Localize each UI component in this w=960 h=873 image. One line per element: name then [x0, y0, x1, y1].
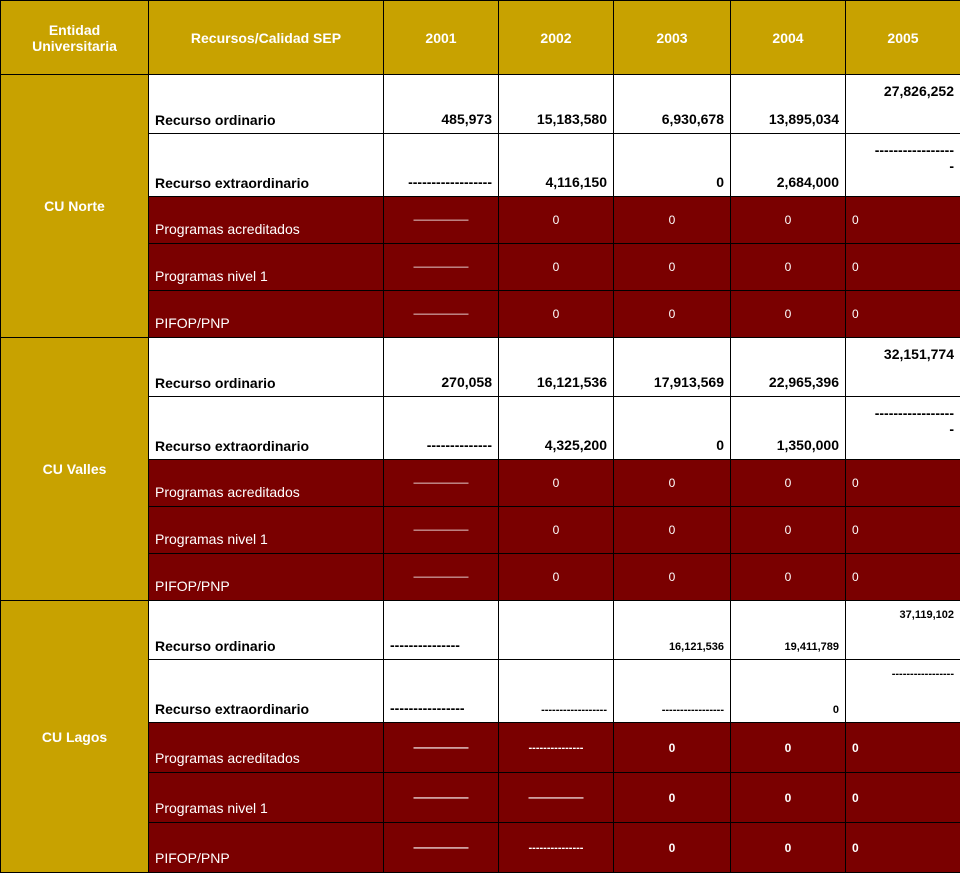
cell-2004: 0: [731, 554, 846, 601]
cell-2003: 0: [614, 773, 731, 823]
cell-2005: 37,119,102: [846, 601, 960, 660]
entity-cu-lagos: CU Lagos: [1, 601, 149, 873]
cell-2004: 2,684,000: [731, 134, 846, 197]
cell-2005: 0: [846, 554, 960, 601]
cell-2005: ----------------- -: [846, 397, 960, 460]
cell-2003: 0: [614, 291, 731, 338]
cell-2002: 0: [499, 197, 614, 244]
header-2001: 2001: [384, 1, 499, 75]
cell-2004: 0: [731, 460, 846, 507]
cell-2002: 16,121,536: [499, 338, 614, 397]
header-entity: Entidad Universitaria: [1, 1, 149, 75]
header-2004: 2004: [731, 1, 846, 75]
cell-2001: —————: [384, 197, 499, 244]
row-label: Programas nivel 1: [149, 244, 384, 291]
row-label: Programas acreditados: [149, 723, 384, 773]
header-resources: Recursos/Calidad SEP: [149, 1, 384, 75]
cell-2004: 0: [731, 823, 846, 873]
cell-2001: ------------------: [384, 134, 499, 197]
cell-2005: 0: [846, 244, 960, 291]
cell-2005: 0: [846, 460, 960, 507]
cell-2001: 270,058: [384, 338, 499, 397]
row-label: PIFOP/PNP: [149, 554, 384, 601]
row-label: Programas acreditados: [149, 197, 384, 244]
cell-2001: —————: [384, 823, 499, 873]
cell-2001: —————: [384, 723, 499, 773]
cell-2002: [499, 601, 614, 660]
cell-2005: ----------------- -: [846, 134, 960, 197]
cell-2001: ----------------: [384, 660, 499, 723]
cell-2004: 0: [731, 197, 846, 244]
cell-2001: ---------------: [384, 601, 499, 660]
cell-2003: 0: [614, 507, 731, 554]
cell-2001: —————: [384, 291, 499, 338]
cell-2003: 17,913,569: [614, 338, 731, 397]
cell-2005: 0: [846, 291, 960, 338]
cell-2002: 4,325,200: [499, 397, 614, 460]
cell-2003: 0: [614, 554, 731, 601]
cell-2001: —————: [384, 773, 499, 823]
cell-2004: 0: [731, 244, 846, 291]
row-label: Recurso extraordinario: [149, 660, 384, 723]
cell-2002: 0: [499, 507, 614, 554]
cell-2004: 0: [731, 773, 846, 823]
row-label: Recurso extraordinario: [149, 134, 384, 197]
cell-2003: 0: [614, 197, 731, 244]
cell-2005: -----------------: [846, 660, 960, 723]
cell-2003: -----------------: [614, 660, 731, 723]
header-2002: 2002: [499, 1, 614, 75]
cell-2005: 0: [846, 507, 960, 554]
row-label: Programas acreditados: [149, 460, 384, 507]
table-row: [1, 338, 960, 397]
cell-2004: 13,895,034: [731, 75, 846, 134]
cell-2003: 0: [614, 460, 731, 507]
cell-2004: 1,350,000: [731, 397, 846, 460]
cell-2004: 0: [731, 291, 846, 338]
row-label: Programas nivel 1: [149, 773, 384, 823]
cell-2001: --------------: [384, 397, 499, 460]
cell-2001: —————: [384, 507, 499, 554]
cell-2002: 0: [499, 291, 614, 338]
cell-2002: 0: [499, 460, 614, 507]
cell-2002: 15,183,580: [499, 75, 614, 134]
cell-2004: 22,965,396: [731, 338, 846, 397]
cell-2002: ------------------: [499, 660, 614, 723]
cell-2005: 0: [846, 723, 960, 773]
cell-2005: 0: [846, 823, 960, 873]
row-label: PIFOP/PNP: [149, 823, 384, 873]
cell-2005: 0: [846, 197, 960, 244]
header-2005: 2005: [846, 1, 960, 75]
cell-2002: 0: [499, 554, 614, 601]
cell-2001: 485,973: [384, 75, 499, 134]
table-row: [1, 75, 960, 134]
entity-cu-valles: CU Valles: [1, 338, 149, 601]
cell-2004: 19,411,789: [731, 601, 846, 660]
cell-2001: —————: [384, 460, 499, 507]
cell-2004: 0: [731, 660, 846, 723]
cell-2003: 0: [614, 244, 731, 291]
entity-cu-norte: CU Norte: [1, 75, 149, 338]
cell-2002: ---------------: [499, 723, 614, 773]
row-label: PIFOP/PNP: [149, 291, 384, 338]
cell-2003: 16,121,536: [614, 601, 731, 660]
row-label: Programas nivel 1: [149, 507, 384, 554]
cell-2004: 0: [731, 507, 846, 554]
table-row: [1, 601, 960, 660]
cell-2005: 0: [846, 773, 960, 823]
cell-2002: ---------------: [499, 823, 614, 873]
row-label: Recurso ordinario: [149, 601, 384, 660]
row-label: Recurso extraordinario: [149, 397, 384, 460]
cell-2002: 4,116,150: [499, 134, 614, 197]
cell-2005: 27,826,252: [846, 75, 960, 134]
cell-2002: 0: [499, 244, 614, 291]
cell-2003: 0: [614, 823, 731, 873]
cell-2004: 0: [731, 723, 846, 773]
cell-2003: 0: [614, 723, 731, 773]
cell-2001: —————: [384, 244, 499, 291]
cell-2003: 6,930,678: [614, 75, 731, 134]
cell-2005: 32,151,774: [846, 338, 960, 397]
header-row: [1, 1, 960, 75]
row-label: Recurso ordinario: [149, 338, 384, 397]
cell-2003: 0: [614, 134, 731, 197]
cell-2001: —————: [384, 554, 499, 601]
cell-2002: —————: [499, 773, 614, 823]
header-2003: 2003: [614, 1, 731, 75]
row-label: Recurso ordinario: [149, 75, 384, 134]
cell-2003: 0: [614, 397, 731, 460]
